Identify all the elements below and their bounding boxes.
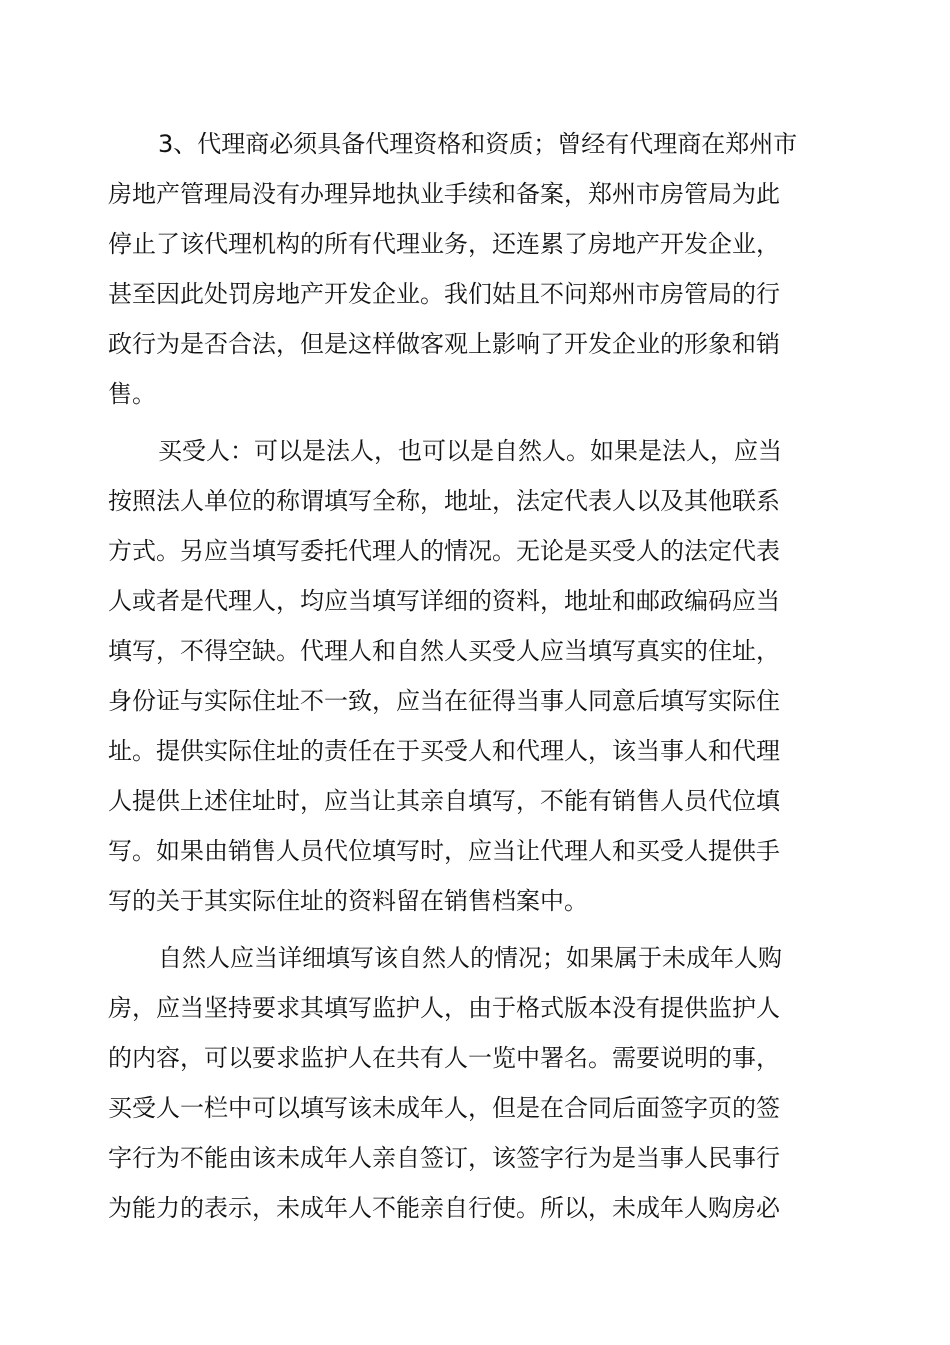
text-line: 为能力的表示，未成年人不能亲自行使。所以，未成年人购房必 [108,1194,780,1222]
text-line: 自然人应当详细填写该自然人的情况；如果属于未成年人购 [158,944,782,972]
text-line: 人提供上述住址时，应当让其亲自填写，不能有销售人员代位填 [108,787,780,815]
text-line: 身份证与实际住址不一致，应当在征得当事人同意后填写实际住 [108,687,780,715]
text-line: 人或者是代理人，均应当填写详细的资料，地址和邮政编码应当 [108,587,780,615]
text-line: 方式。另应当填写委托代理人的情况。无论是买受人的法定代表 [108,537,780,565]
text-line: 按照法人单位的称谓填写全称，地址，法定代表人以及其他联系 [108,487,780,515]
text-line: 政行为是否合法，但是这样做客观上影响了开发企业的形象和销 [108,330,780,358]
text-line: 房地产管理局没有办理异地执业手续和备案，郑州市房管局为此 [108,180,780,208]
text-line: 售。 [108,380,156,408]
text-line: 写的关于其实际住址的资料留在销售档案中。 [108,887,588,915]
paragraph-buyer [108,426,782,926]
text-line: 址。提供实际住址的责任在于买受人和代理人，该当事人和代理 [108,737,780,765]
text-line: 填写，不得空缺。代理人和自然人买受人应当填写真实的住址， [108,637,780,665]
text-line: 房，应当坚持要求其填写监护人，由于格式版本没有提供监护人 [108,994,780,1022]
text-line: 停止了该代理机构的所有代理业务，还连累了房地产开发企业， [108,230,780,258]
paragraph-agent-qualification [108,119,798,419]
text-line: 买受人：可以是法人，也可以是自然人。如果是法人，应当 [158,437,782,465]
text-line: 3、代理商必须具备代理资格和资质；曾经有代理商在郑州市 [158,130,798,158]
paragraph-natural-person [108,933,782,1233]
text-line: 写。如果由销售人员代位填写时，应当让代理人和买受人提供手 [108,837,780,865]
document-body [108,119,798,1240]
text-line: 甚至因此处罚房地产开发企业。我们姑且不问郑州市房管局的行 [108,280,780,308]
text-line: 的内容，可以要求监护人在共有人一览中署名。需要说明的事， [108,1044,780,1072]
text-line: 买受人一栏中可以填写该未成年人，但是在合同后面签字页的签 [108,1094,780,1122]
text-line: 字行为不能由该未成年人亲自签订，该签字行为是当事人民事行 [108,1144,780,1172]
